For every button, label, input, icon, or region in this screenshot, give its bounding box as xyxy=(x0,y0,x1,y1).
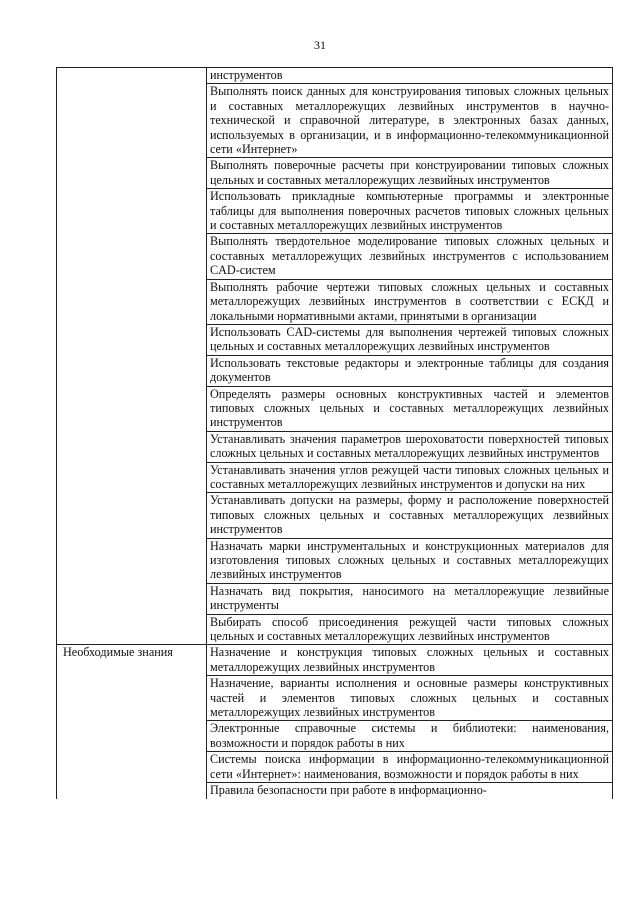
knowledge-section xyxy=(57,645,613,799)
knowledge-row: Системы поиска информации в информационно-телекоммуникационной сети «Интернет»: наименования, возможности и порядок работы в них xyxy=(207,752,613,783)
skill-row: Определять размеры основных конструктивных частей и элементов типовых сложных цельных и составных металлорежущих лезвийных инструментов xyxy=(207,386,613,431)
table-row xyxy=(57,68,613,84)
skills-section xyxy=(57,68,613,645)
skill-row: Использовать прикладные компьютерные программы и электронные таблицы для выполнения поверочных расчетов типовых сложных цельных и составных металлорежущих лезвийных инструментов xyxy=(207,189,613,234)
skill-row: Назначать марки инструментальных и конструкционных материалов для изготовления типовых сложных цельных и составных металлорежущих лезвийных инструментов xyxy=(207,538,613,583)
skills-label-cell xyxy=(57,68,207,645)
skill-row: Выполнять твердотельное моделирование типовых сложных цельных и составных металлорежущих лезвийных инструментов с использованием CAD-систем xyxy=(207,234,613,279)
skill-row: Использовать текстовые редакторы и электронные таблицы для создания документов xyxy=(207,355,613,386)
skill-row: Устанавливать значения углов режущей части типовых сложных цельных и составных металлорежущих лезвийных инструментов и допуски на них xyxy=(207,462,613,493)
skill-row: Устанавливать значения параметров шероховатости поверхностей типовых сложных цельных и составных металлорежущих лезвийных инструментов xyxy=(207,431,613,462)
skill-row: инструментов xyxy=(207,68,613,84)
knowledge-row: Назначение, варианты исполнения и основные размеры конструктивных частей и элементов типовых сложных цельных и составных металлорежущих лезвийных инструментов xyxy=(207,676,613,721)
knowledge-label: Необходимые знания xyxy=(57,645,207,799)
skill-row: Выполнять поиск данных для конструирования типовых сложных цельных и составных металлорежущих лезвийных инструментов в научно-технической и справочной литературе, в электронных базах данных, используемых в организации, и в информационно-телекоммуникационной сети «Интернет» xyxy=(207,84,613,158)
skill-row: Использовать CAD-системы для выполнения чертежей типовых сложных цельных и составных металлорежущих лезвийных инструментов xyxy=(207,324,613,355)
requirements-table xyxy=(56,67,613,799)
skill-row: Назначать вид покрытия, наносимого на металлорежущие лезвийные инструменты xyxy=(207,583,613,614)
knowledge-row: Назначение и конструкция типовых сложных цельных и составных металлорежущих лезвийных инструментов xyxy=(207,645,613,676)
skill-row: Выполнять поверочные расчеты при конструировании типовых сложных цельных и составных металлорежущих лезвийных инструментов xyxy=(207,158,613,189)
skill-row: Выполнять рабочие чертежи типовых сложных цельных и составных металлорежущих лезвийных инструментов в соответствии с ЕСКД и локальными нормативными актами, принятыми в организации xyxy=(207,279,613,324)
knowledge-row: Электронные справочные системы и библиотеки: наименования, возможности и порядок работы в них xyxy=(207,721,613,752)
skill-row: Устанавливать допуски на размеры, форму и расположение поверхностей типовых сложных цельных и составных металлорежущих лезвийных инструментов xyxy=(207,493,613,538)
page-number: 31 xyxy=(314,38,326,52)
table-row xyxy=(57,645,613,676)
skill-row: Выбирать способ присоединения режущей части типовых сложных цельных и составных металлорежущих лезвийных инструментов xyxy=(207,614,613,645)
knowledge-row: Правила безопасности при работе в информационно- xyxy=(207,783,613,799)
